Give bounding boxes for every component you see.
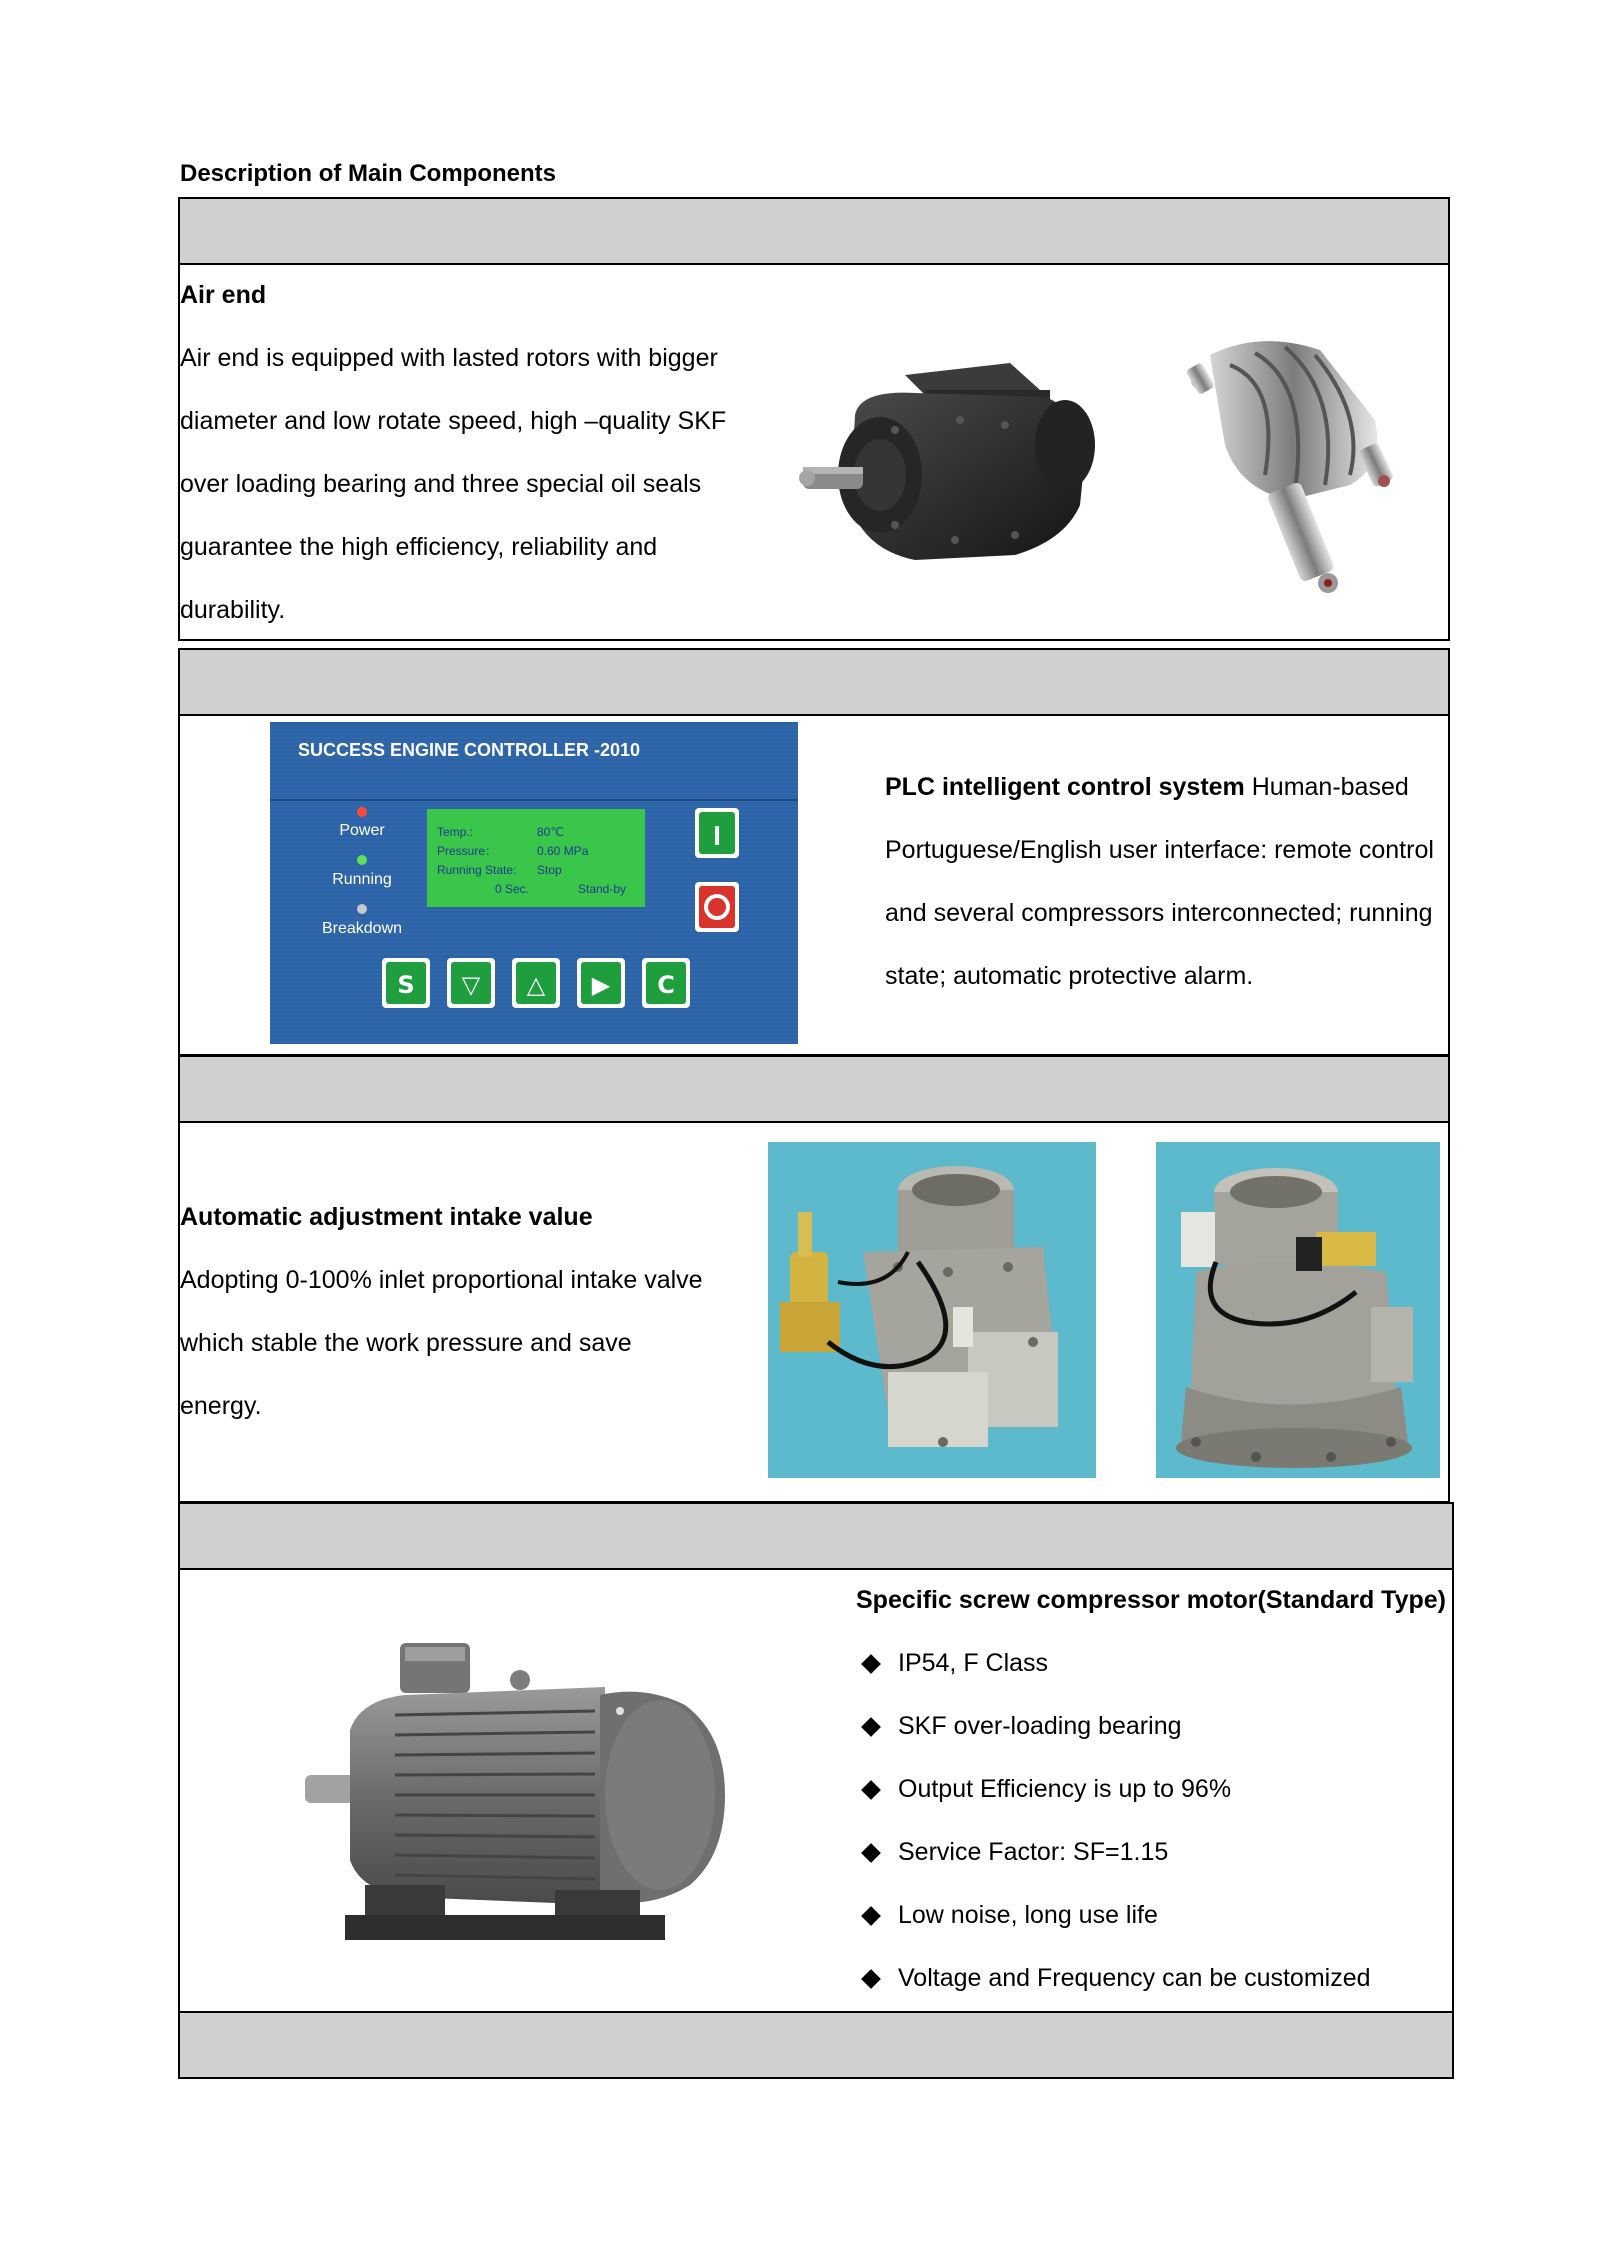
led-label: Running	[332, 871, 392, 888]
keypad-key-label: ▶	[591, 971, 611, 999]
section-header-bar	[178, 1055, 1450, 1123]
motor-bullet: Voltage and Frequency can be customized	[856, 1947, 1446, 2010]
air-end-line: durability.	[180, 596, 286, 624]
breakdown-led-icon	[357, 904, 367, 914]
section-header-bar	[178, 197, 1450, 265]
keypad-key-label: S	[397, 971, 415, 999]
section-header-bar	[178, 1502, 1454, 1570]
section-header-bar	[178, 648, 1450, 716]
intake-text	[180, 1186, 760, 1438]
running-led-icon	[357, 855, 367, 865]
plc-line: state; automatic protective alarm.	[885, 962, 1254, 990]
motor-image	[305, 1635, 745, 1955]
air-end-line: diameter and low rotate speed, high –quality SKF	[180, 407, 727, 435]
screen-value: 0.60 MPa	[537, 844, 589, 858]
led-label: Power	[339, 822, 385, 839]
diamond-bullet-icon	[861, 1843, 881, 1863]
air-end-text	[180, 264, 780, 642]
screen-label: Pressure：	[437, 844, 498, 858]
screen-timer: 0 Sec.	[495, 882, 530, 896]
diamond-bullet-icon	[861, 1906, 881, 1926]
intake-line: Adopting 0-100% inlet proportional intake valve	[180, 1266, 703, 1294]
intake-heading: Automatic adjustment intake value	[180, 1203, 593, 1231]
motor-bullet: IP54, F Class	[856, 1632, 1446, 1695]
plc-heading: PLC intelligent control system	[885, 773, 1245, 801]
plc-line: Portuguese/English user interface: remote control	[885, 836, 1434, 864]
diamond-bullet-icon	[861, 1717, 881, 1737]
intake-line: which stable the work pressure and save	[180, 1329, 632, 1357]
motor-bullet: SKF over-loading bearing	[856, 1695, 1446, 1758]
start-key-label: I	[713, 820, 721, 851]
air-end-image	[795, 355, 1140, 565]
led-label: Breakdown	[321, 920, 403, 937]
diamond-bullet-icon	[861, 1654, 881, 1674]
plc-line: Human-based	[1251, 773, 1409, 801]
rotors-image	[1170, 325, 1410, 605]
air-end-line: guarantee the high efficiency, reliability and	[180, 533, 658, 561]
screen-value: Stop	[537, 863, 562, 877]
motor-heading: Specific screw compressor motor(Standard Type)	[856, 1586, 1446, 1614]
intake-valve-image	[1156, 1142, 1440, 1478]
screen-value: 80℃	[537, 825, 564, 839]
screen-label: Temp.:	[437, 825, 474, 839]
panel-title: SUCCESS ENGINE CONTROLLER -2010	[298, 740, 641, 760]
air-end-heading: Air end	[180, 281, 267, 309]
keypad-key-label: △	[526, 971, 546, 999]
diamond-bullet-icon	[861, 1780, 881, 1800]
power-led-icon	[357, 807, 367, 817]
motor-bullet: Low noise, long use life	[856, 1884, 1446, 1947]
motor-bullet: Service Factor: SF=1.15	[856, 1821, 1446, 1884]
screen-label: Running State:	[437, 863, 517, 877]
screen-state: Stand-by	[578, 882, 627, 896]
motor-text	[856, 1569, 1446, 2010]
motor-bullet: Output Efficiency is up to 96%	[856, 1758, 1446, 1821]
page-title: Description of Main Components	[180, 160, 557, 187]
diamond-bullet-icon	[861, 1969, 881, 1989]
keypad-key-label: ▽	[461, 971, 481, 999]
plc-text	[885, 756, 1455, 1008]
plc-panel-image	[270, 722, 798, 1044]
air-end-line: Air end is equipped with lasted rotors with bigger	[180, 344, 718, 372]
air-end-line: over loading bearing and three special oil seals	[180, 470, 702, 498]
intake-line: energy.	[180, 1392, 262, 1420]
plc-line: and several compressors interconnected; running	[885, 899, 1433, 927]
intake-valve-image	[768, 1142, 1096, 1478]
section-footer-bar	[178, 2011, 1454, 2079]
keypad-key-label: C	[657, 971, 675, 999]
